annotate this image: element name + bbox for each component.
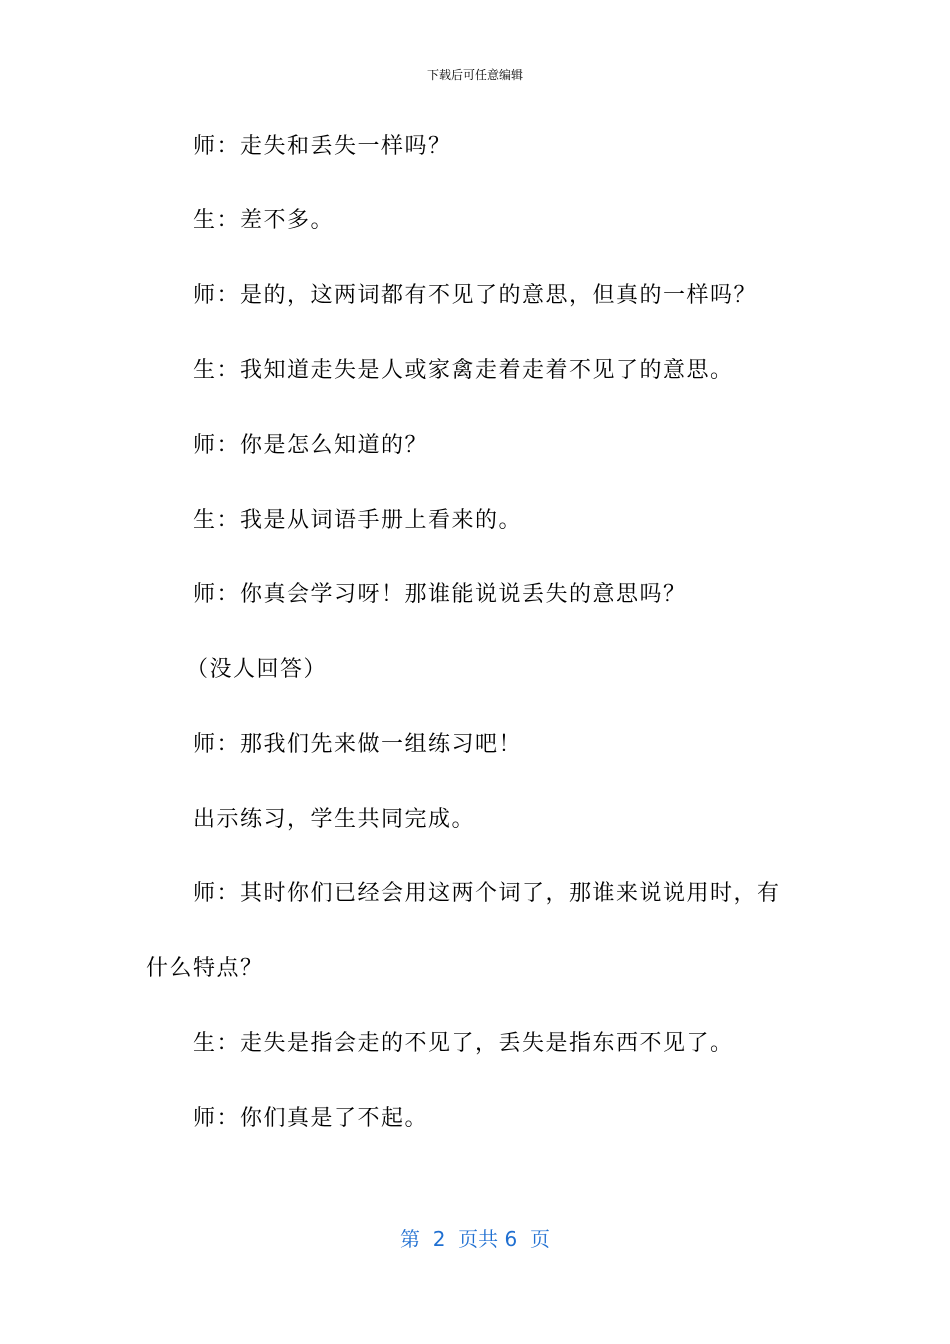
dialogue-line: 师：你们真是了不起。 (193, 1106, 429, 1131)
dialogue-line: 师：你是怎么知道的？ (193, 433, 429, 458)
dialogue-line: 师：你真会学习呀！那谁能说说丢失的意思吗？ (193, 582, 687, 607)
page-header: 下载后可任意编辑 (426, 68, 523, 82)
dialogue-line: 生：走失是指会走的不见了，丢失是指东西不见了。 (193, 1031, 734, 1056)
dialogue-line: 生：差不多。 (193, 208, 335, 233)
dialogue-line: 师：是的，这两词都有不见了的意思，但真的一样吗？ (193, 283, 758, 308)
dialogue-line-continuation: 什么特点？ (146, 956, 264, 981)
page-number: 第 2 页共 6 页 (400, 1227, 550, 1251)
dialogue-line: 师：其时你们已经会用这两个词了，那谁来说说用时，有 (193, 881, 781, 906)
narration-line: 出示练习，学生共同完成。 (193, 807, 476, 832)
dialogue-line: 生：我知道走失是人或家禽走着走着不见了的意思。 (193, 358, 734, 383)
stage-note: （没人回答） (186, 657, 328, 682)
dialogue-line: 师：那我们先来做一组练习吧！ (193, 732, 523, 757)
dialogue-line: 师：走失和丢失一样吗？ (193, 134, 452, 159)
dialogue-line: 生：我是从词语手册上看来的。 (193, 508, 523, 533)
